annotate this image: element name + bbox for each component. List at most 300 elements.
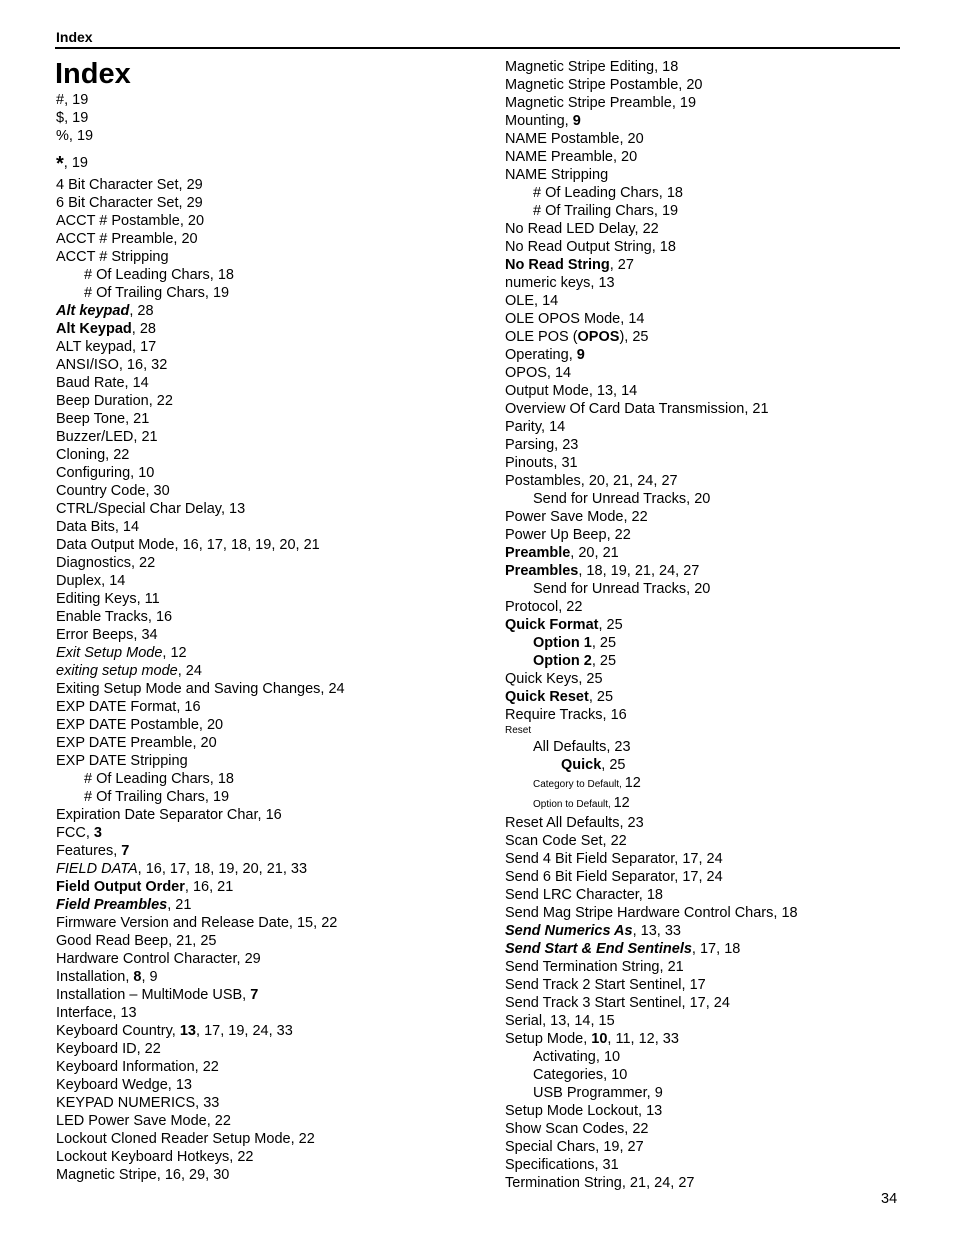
index-term: USB Programmer	[533, 1085, 647, 1101]
index-entry-overview-of-card-data-transmission: Overview Of Card Data Transmission, 21	[505, 401, 769, 417]
index-term: KEYPAD NUMERICS	[56, 1095, 196, 1111]
index-entry-hardware-control-character: Hardware Control Character, 29	[56, 951, 261, 967]
index-entry-activating: Activating, 10	[533, 1049, 621, 1065]
index-entry-send-for-unread-tracks: Send for Unread Tracks, 20	[533, 581, 711, 597]
index-entry-diagnostics: Diagnostics, 22	[56, 555, 156, 571]
index-term: 4 Bit Character Set	[56, 177, 179, 193]
page-reference: 16	[265, 807, 282, 823]
page-reference: 21	[176, 933, 193, 949]
index-term: Buzzer/LED	[56, 429, 134, 445]
page-reference: 21	[175, 897, 192, 913]
index-term: exiting setup mode	[56, 663, 178, 679]
index-entry-opos: OPOS, 14	[505, 365, 572, 381]
index-entry-special-chars: Special Chars, 19, 27	[505, 1139, 644, 1155]
index-term: Keyboard Information	[56, 1059, 195, 1075]
index-entry-power-save-mode: Power Save Mode, 22	[505, 509, 648, 525]
index-term: Alt Keypad	[56, 321, 132, 337]
index-entry-4-bit-character-set: 4 Bit Character Set, 29	[56, 177, 203, 193]
index-term: Termination String	[505, 1175, 622, 1191]
page-reference: 27	[678, 1175, 695, 1191]
index-entry-of-trailing-chars: # Of Trailing Chars, 19	[84, 285, 230, 301]
index-term: Keyboard ID	[56, 1041, 137, 1057]
page-reference: 17	[699, 941, 717, 957]
index-term: All Defaults	[533, 739, 607, 755]
index-entry-installation: Installation, 8, 9	[56, 969, 158, 985]
page-reference: 18	[662, 59, 679, 75]
index-term: ANSI/ISO	[56, 357, 119, 373]
index-column-left	[56, 91, 476, 1184]
page-reference: 14	[549, 419, 566, 435]
page-reference: 31	[561, 455, 578, 471]
index-entry-no-read-string: No Read String, 27	[505, 257, 634, 273]
index-term: Installation	[56, 969, 126, 985]
index-term: Output Mode	[505, 383, 589, 399]
index-term: %	[56, 128, 69, 144]
index-term: Special Chars	[505, 1139, 596, 1155]
page-reference: 30	[153, 483, 170, 499]
index-entry-send-for-unread-tracks: Send for Unread Tracks, 20	[533, 491, 711, 507]
index-entry-buzzer-led: Buzzer/LED, 21	[56, 429, 158, 445]
page-reference: 33	[662, 1031, 679, 1047]
index-entry-of-leading-chars: # Of Leading Chars, 18	[84, 771, 234, 787]
index-entry-send-track-3-start-sentinel: Send Track 3 Start Sentinel, 17, 24	[505, 995, 730, 1011]
page-reference: 19	[661, 203, 679, 219]
page-reference: 18	[217, 771, 234, 787]
page-reference: 24	[328, 681, 345, 697]
index-entry-of-trailing-chars: # Of Trailing Chars, 19	[84, 789, 230, 805]
index-entry-termination-string: Termination String, 21, 24, 27	[505, 1175, 695, 1191]
index-entry-magnetic-stripe-editing: Magnetic Stripe Editing, 18	[505, 59, 679, 75]
index-term: Overview Of Card Data Transmission	[505, 401, 745, 417]
page-reference: 24	[706, 869, 723, 885]
index-term: Power Save Mode	[505, 509, 624, 525]
index-entry-send-start-end-sentinels: Send Start & End Sentinels, 17, 18	[505, 941, 741, 957]
page-reference: 9	[576, 347, 585, 363]
index-term: Magnetic Stripe Preamble	[505, 95, 672, 111]
index-entry-field-data: FIELD DATA, 16, 17, 18, 19, 20, 21, 33	[56, 861, 308, 877]
index-entry-features: Features, 7	[56, 843, 130, 859]
page-reference: 24	[185, 663, 202, 679]
index-term: Preamble	[505, 545, 571, 561]
index-term: Quick	[561, 757, 602, 773]
index-entry-magnetic-stripe: Magnetic Stripe, 16, 29, 30	[56, 1167, 230, 1183]
page-reference: 20	[694, 581, 711, 597]
page-reference: 24	[713, 995, 730, 1011]
index-term: Send 4 Bit Field Separator	[505, 851, 675, 867]
index-term: Send Mag Stripe Hardware Control Chars	[505, 905, 774, 921]
page-reference: 16	[182, 537, 199, 553]
page-reference: 14	[621, 383, 638, 399]
index-entry-show-scan-codes: Show Scan Codes, 22	[505, 1121, 649, 1137]
page-reference: 11	[144, 591, 160, 607]
index-term: Data Output Mode	[56, 537, 175, 553]
page-reference: 12	[638, 1031, 655, 1047]
page-reference: 14	[122, 519, 140, 535]
page-reference: 19	[72, 110, 89, 126]
page-reference: 21	[266, 861, 283, 877]
index-term: Editing Keys	[56, 591, 137, 607]
page-reference: 22	[610, 833, 627, 849]
page-reference: 21	[634, 563, 651, 579]
index-term: Error Beeps	[56, 627, 134, 643]
index-entry-exp-date-format: EXP DATE Format, 16	[56, 699, 201, 715]
page-reference: 22	[614, 527, 631, 543]
page-reference: 33	[203, 1095, 220, 1111]
index-entry-name-stripping	[505, 166, 905, 184]
index-entry-of-leading-chars: # Of Leading Chars, 18	[84, 267, 234, 283]
page-reference: 18	[217, 267, 234, 283]
index-term: Beep Duration	[56, 393, 149, 409]
index-term: Keyboard Wedge	[56, 1077, 168, 1093]
page-reference: 22	[156, 393, 173, 409]
index-term: ACCT # Preamble	[56, 231, 174, 247]
page-reference: 20	[686, 77, 703, 93]
page-reference: 13	[596, 383, 614, 399]
index-term: Send Numerics As	[505, 923, 633, 939]
index-term: # Of Leading Chars	[533, 185, 659, 201]
page-reference: 14	[542, 293, 559, 309]
page-reference: 13	[550, 1013, 567, 1029]
index-entry-magnetic-stripe-postamble: Magnetic Stripe Postamble, 20	[505, 77, 703, 93]
index-entry-send-numerics-as: Send Numerics As, 13, 33	[505, 923, 681, 939]
index-term: Configuring	[56, 465, 131, 481]
index-entry-setup-mode-lockout: Setup Mode Lockout, 13	[505, 1103, 663, 1119]
page-reference: 16	[610, 707, 627, 723]
page-reference: 9	[654, 1085, 663, 1101]
index-entry-option-2: Option 2, 25	[533, 653, 617, 669]
index-entry-installation-multimode-usb: Installation – MultiMode USB, 7	[56, 987, 259, 1003]
index-entry-serial: Serial, 13, 14, 15	[505, 1013, 615, 1029]
page-reference: 20	[588, 473, 605, 489]
page-reference: 20	[206, 717, 224, 733]
index-term: Magnetic Stripe Editing	[505, 59, 655, 75]
page-reference: 20	[187, 213, 205, 229]
index-entry-pinouts: Pinouts, 31	[505, 455, 578, 471]
index-entry-ole: OLE, 14	[505, 293, 559, 309]
index-entry-keyboard-wedge: Keyboard Wedge, 13	[56, 1077, 192, 1093]
index-entry-ctrl-special-char-delay: CTRL/Special Char Delay, 13	[56, 501, 246, 517]
index-entry-of-leading-chars: # Of Leading Chars, 18	[533, 185, 683, 201]
page-reference: 20	[578, 545, 595, 561]
page-reference: 13	[598, 275, 615, 291]
index-entry-send-mag-stripe-hardware-control-chars: Send Mag Stripe Hardware Control Chars, 18	[505, 905, 798, 921]
index-entry-beep-duration: Beep Duration, 22	[56, 393, 173, 409]
index-entry-exp-date-preamble: EXP DATE Preamble, 20	[56, 735, 217, 751]
page-reference: 19	[71, 155, 88, 171]
index-term: Specifications	[505, 1157, 595, 1173]
index-entry-mounting: Mounting, 9	[505, 113, 581, 129]
index-term: Scan Code Set	[505, 833, 603, 849]
index-entry-keyboard-id: Keyboard ID, 22	[56, 1041, 161, 1057]
page-reference: 27	[661, 473, 678, 489]
index-term: No Read String	[505, 257, 610, 273]
index-entry-category-to-default: Category to Default, 12	[533, 775, 641, 791]
page-reference: 17	[682, 869, 699, 885]
page-reference: 11	[615, 1031, 631, 1047]
index-term: ACCT # Stripping	[56, 249, 169, 265]
index-term: ACCT # Postamble	[56, 213, 180, 229]
page-reference: 17	[206, 537, 223, 553]
page-reference: 21	[752, 401, 769, 417]
index-term: #	[56, 92, 65, 108]
page-reference: 16	[155, 609, 173, 625]
page-reference: 21	[217, 879, 234, 895]
page-reference: 16	[126, 357, 144, 373]
index-term: *	[56, 153, 64, 175]
index-entry-data-output-mode: Data Output Mode, 16, 17, 18, 19, 20, 21	[56, 537, 320, 553]
index-term: # Of Leading Chars	[84, 267, 210, 283]
index-term: Option to Default	[533, 799, 609, 810]
index-entry-symbol: $, 19	[56, 110, 89, 126]
index-entry-operating: Operating, 9	[505, 347, 585, 363]
index-entry-symbol: %, 19	[56, 128, 94, 144]
index-term: NAME Postamble	[505, 131, 620, 147]
page-reference: 19	[218, 861, 235, 877]
page-reference: 12	[170, 645, 187, 661]
index-term: OPOS	[505, 365, 547, 381]
index-term: Pinouts	[505, 455, 554, 471]
page-reference: 20	[627, 131, 644, 147]
index-entry-field-preambles: Field Preambles, 21	[56, 897, 192, 913]
index-term-suffix: )	[619, 329, 625, 345]
page-reference: 25	[609, 757, 626, 773]
index-term: Send Track 3 Start Sentinel	[505, 995, 682, 1011]
page-reference: 33	[664, 923, 681, 939]
index-entry-enable-tracks: Enable Tracks, 16	[56, 609, 173, 625]
index-entry-quick-format: Quick Format, 25	[505, 617, 623, 633]
index-entry-country-code: Country Code, 30	[56, 483, 170, 499]
index-entry-symbol: #, 19	[56, 92, 89, 108]
page-reference: 14	[109, 573, 126, 589]
index-entry-ole-pos: OLE POS (OPOS), 25	[505, 329, 649, 345]
index-term: Setup Mode Lockout	[505, 1103, 639, 1119]
page-reference: 17	[140, 339, 157, 355]
index-entry-alt-keypad: ALT keypad, 17	[56, 339, 157, 355]
page-reference: 18	[781, 905, 798, 921]
index-term: No Read Output String	[505, 239, 652, 255]
page-reference: 29	[186, 177, 203, 193]
index-term: Baud Rate	[56, 375, 125, 391]
page-reference: 34	[141, 627, 158, 643]
page-reference: 22	[566, 599, 583, 615]
page-reference: 13	[120, 1005, 137, 1021]
index-term: Send Termination String	[505, 959, 660, 975]
index-entry-good-read-beep: Good Read Beep, 21, 25	[56, 933, 217, 949]
index-entry-interface: Interface, 13	[56, 1005, 137, 1021]
page-reference: 18	[230, 537, 248, 553]
page-number: 34	[881, 1191, 898, 1207]
index-term: Send 6 Bit Field Separator	[505, 869, 675, 885]
index-term: Option 1	[533, 635, 592, 651]
index-entry-no-read-led-delay: No Read LED Delay, 22	[505, 221, 659, 237]
index-entry-configuring: Configuring, 10	[56, 465, 155, 481]
index-term: Send for Unread Tracks	[533, 581, 687, 597]
page-reference: 21	[303, 537, 320, 553]
page-reference: 21	[141, 429, 158, 445]
page-reference: 32	[151, 357, 168, 373]
page-reference: 19	[228, 1023, 245, 1039]
page-reference: 13	[646, 1103, 663, 1119]
index-term: Exit Setup Mode	[56, 645, 163, 661]
index-entry-exp-date-postamble: EXP DATE Postamble, 20	[56, 717, 224, 733]
page-reference: 25	[599, 653, 617, 669]
index-entry-editing-keys: Editing Keys, 11	[56, 591, 160, 607]
page-reference: 23	[562, 437, 579, 453]
index-term: OLE POS (	[505, 329, 578, 345]
index-term: No Read LED Delay	[505, 221, 635, 237]
page-reference: 25	[200, 933, 217, 949]
index-term: Serial	[505, 1013, 543, 1029]
index-term: Quick Reset	[505, 689, 589, 705]
page-reference: 17	[682, 851, 699, 867]
page-reference: 22	[632, 1121, 649, 1137]
page-reference: 31	[602, 1157, 619, 1173]
page-reference: 20	[694, 491, 711, 507]
index-entry-send-6-bit-field-separator: Send 6 Bit Field Separator, 17, 24	[505, 869, 723, 885]
index-term: NAME Preamble	[505, 149, 613, 165]
index-entry-require-tracks: Require Tracks, 16	[505, 707, 627, 723]
index-term: Cloning	[56, 447, 106, 463]
page-reference: 13	[640, 923, 657, 939]
page-reference: 19	[679, 95, 697, 111]
index-entry-scan-code-set: Scan Code Set, 22	[505, 833, 627, 849]
index-entry-keyboard-information: Keyboard Information, 22	[56, 1059, 219, 1075]
index-term: numeric keys	[505, 275, 591, 291]
page-reference: 25	[632, 329, 649, 345]
page-reference: 19	[255, 537, 272, 553]
index-term: Send Start & End Sentinels	[505, 941, 692, 957]
index-term: Expiration Date Separator Char	[56, 807, 258, 823]
index-entry-setup-mode: Setup Mode, 10, 11, 12, 33	[505, 1031, 679, 1047]
page-reference: 8	[133, 969, 142, 985]
index-entry-firmware-version-and-release-date: Firmware Version and Release Date, 15, 22	[56, 915, 338, 931]
index-entry-keyboard-country: Keyboard Country, 13, 17, 19, 24, 33	[56, 1023, 293, 1039]
index-column-right	[505, 58, 905, 1192]
index-entry-quick-keys: Quick Keys, 25	[505, 671, 603, 687]
page-reference: 22	[144, 1041, 161, 1057]
page-reference: 27	[683, 563, 700, 579]
index-term: Category to Default	[533, 779, 620, 790]
index-term: NAME Stripping	[505, 167, 609, 183]
index-entry-acct-stripping	[56, 248, 476, 266]
index-term: Reset All Defaults	[505, 815, 620, 831]
index-entry-ole-opos-mode: OLE OPOS Mode, 14	[505, 311, 645, 327]
index-entry-name-postamble: NAME Postamble, 20	[505, 131, 644, 147]
index-term: Quick Format	[505, 617, 599, 633]
index-term: Require Tracks	[505, 707, 603, 723]
index-entry-specifications: Specifications, 31	[505, 1157, 619, 1173]
index-term: Alt keypad	[56, 303, 130, 319]
page-reference: 25	[606, 617, 623, 633]
index-term: Mounting	[505, 113, 565, 129]
page-reference: 7	[121, 843, 130, 859]
index-term: Field Output Order	[56, 879, 185, 895]
index-term: Operating	[505, 347, 569, 363]
page-reference: 18	[586, 563, 603, 579]
page-reference: 10	[138, 465, 155, 481]
page-reference: 9	[572, 113, 581, 129]
index-entry-exp-date-stripping	[56, 752, 476, 770]
page-reference: 16	[145, 861, 162, 877]
page-reference: 33	[276, 1023, 293, 1039]
page-reference: 7	[250, 987, 259, 1003]
page-reference: 12	[613, 795, 630, 811]
page-reference: 3	[93, 825, 102, 841]
index-term: Lockout Cloned Reader Setup Mode	[56, 1131, 291, 1147]
index-entry-duplex: Duplex, 14	[56, 573, 126, 589]
index-term: Hardware Control Character	[56, 951, 237, 967]
page-reference: 27	[617, 257, 634, 273]
page-reference: 21	[133, 411, 150, 427]
header-rule	[55, 47, 900, 49]
page-reference: 18	[646, 887, 663, 903]
page-reference: 18	[724, 941, 741, 957]
index-term: Data Bits	[56, 519, 115, 535]
index-term: Power Up Beep	[505, 527, 607, 543]
index-entry-parity: Parity, 14	[505, 419, 566, 435]
page-reference: 13	[175, 1077, 192, 1093]
index-entry-option-1: Option 1, 25	[533, 635, 617, 651]
page-reference: 28	[139, 321, 156, 337]
page-reference: 16	[192, 879, 210, 895]
index-term: $	[56, 110, 65, 126]
page-reference: 25	[586, 671, 603, 687]
page-reference: 14	[574, 1013, 591, 1029]
page-reference: 22	[139, 555, 156, 571]
page-reference: 24	[659, 563, 676, 579]
index-term: Field Preambles	[56, 897, 168, 913]
index-entry-all-defaults: All Defaults, 23	[533, 739, 631, 755]
page-reference: 29	[244, 951, 261, 967]
page-reference: 12	[624, 775, 641, 791]
index-entry-alt-keypad: Alt Keypad, 28	[56, 321, 156, 337]
index-entry-send-track-2-start-sentinel: Send Track 2 Start Sentinel, 17	[505, 977, 706, 993]
index-entry-reset	[505, 724, 905, 738]
page-reference: 19	[72, 92, 89, 108]
index-term: Postambles	[505, 473, 581, 489]
index-term: FCC	[56, 825, 86, 841]
index-term: Option 2	[533, 653, 592, 669]
page-reference: 13	[179, 1023, 196, 1039]
index-entry-data-bits: Data Bits, 14	[56, 519, 140, 535]
page-reference: 15	[296, 915, 314, 931]
page-reference: 29	[189, 1167, 206, 1183]
index-term: Categories	[533, 1067, 604, 1083]
index-term: Show Scan Codes	[505, 1121, 625, 1137]
index-entry-alt-keypad: Alt keypad, 28	[56, 303, 154, 319]
index-term: # Of Leading Chars	[84, 771, 210, 787]
index-term: Diagnostics	[56, 555, 131, 571]
page-reference: 14	[554, 365, 572, 381]
page-reference: 28	[137, 303, 154, 319]
index-term: CTRL/Special Char Delay	[56, 501, 221, 517]
index-entry-field-output-order: Field Output Order, 16, 21	[56, 879, 234, 895]
index-term: Magnetic Stripe Postamble	[505, 77, 679, 93]
index-entry-keypad-numerics: KEYPAD NUMERICS, 33	[56, 1095, 220, 1111]
page-reference: 24	[637, 473, 654, 489]
index-entry-acct-postamble: ACCT # Postamble, 20	[56, 213, 205, 229]
index-entry-lockout-cloned-reader-setup-mode: Lockout Cloned Reader Setup Mode, 22	[56, 1131, 315, 1147]
index-term: Interface	[56, 1005, 113, 1021]
page-reference: 23	[614, 739, 631, 755]
index-entry-output-mode: Output Mode, 13, 14	[505, 383, 638, 399]
running-head: Index	[56, 29, 93, 45]
index-term: Parsing	[505, 437, 555, 453]
index-entry-magnetic-stripe-preamble: Magnetic Stripe Preamble, 19	[505, 95, 697, 111]
page-reference: 20	[181, 231, 198, 247]
index-term: Lockout Keyboard Hotkeys	[56, 1149, 230, 1165]
page-reference: 22	[214, 1113, 231, 1129]
